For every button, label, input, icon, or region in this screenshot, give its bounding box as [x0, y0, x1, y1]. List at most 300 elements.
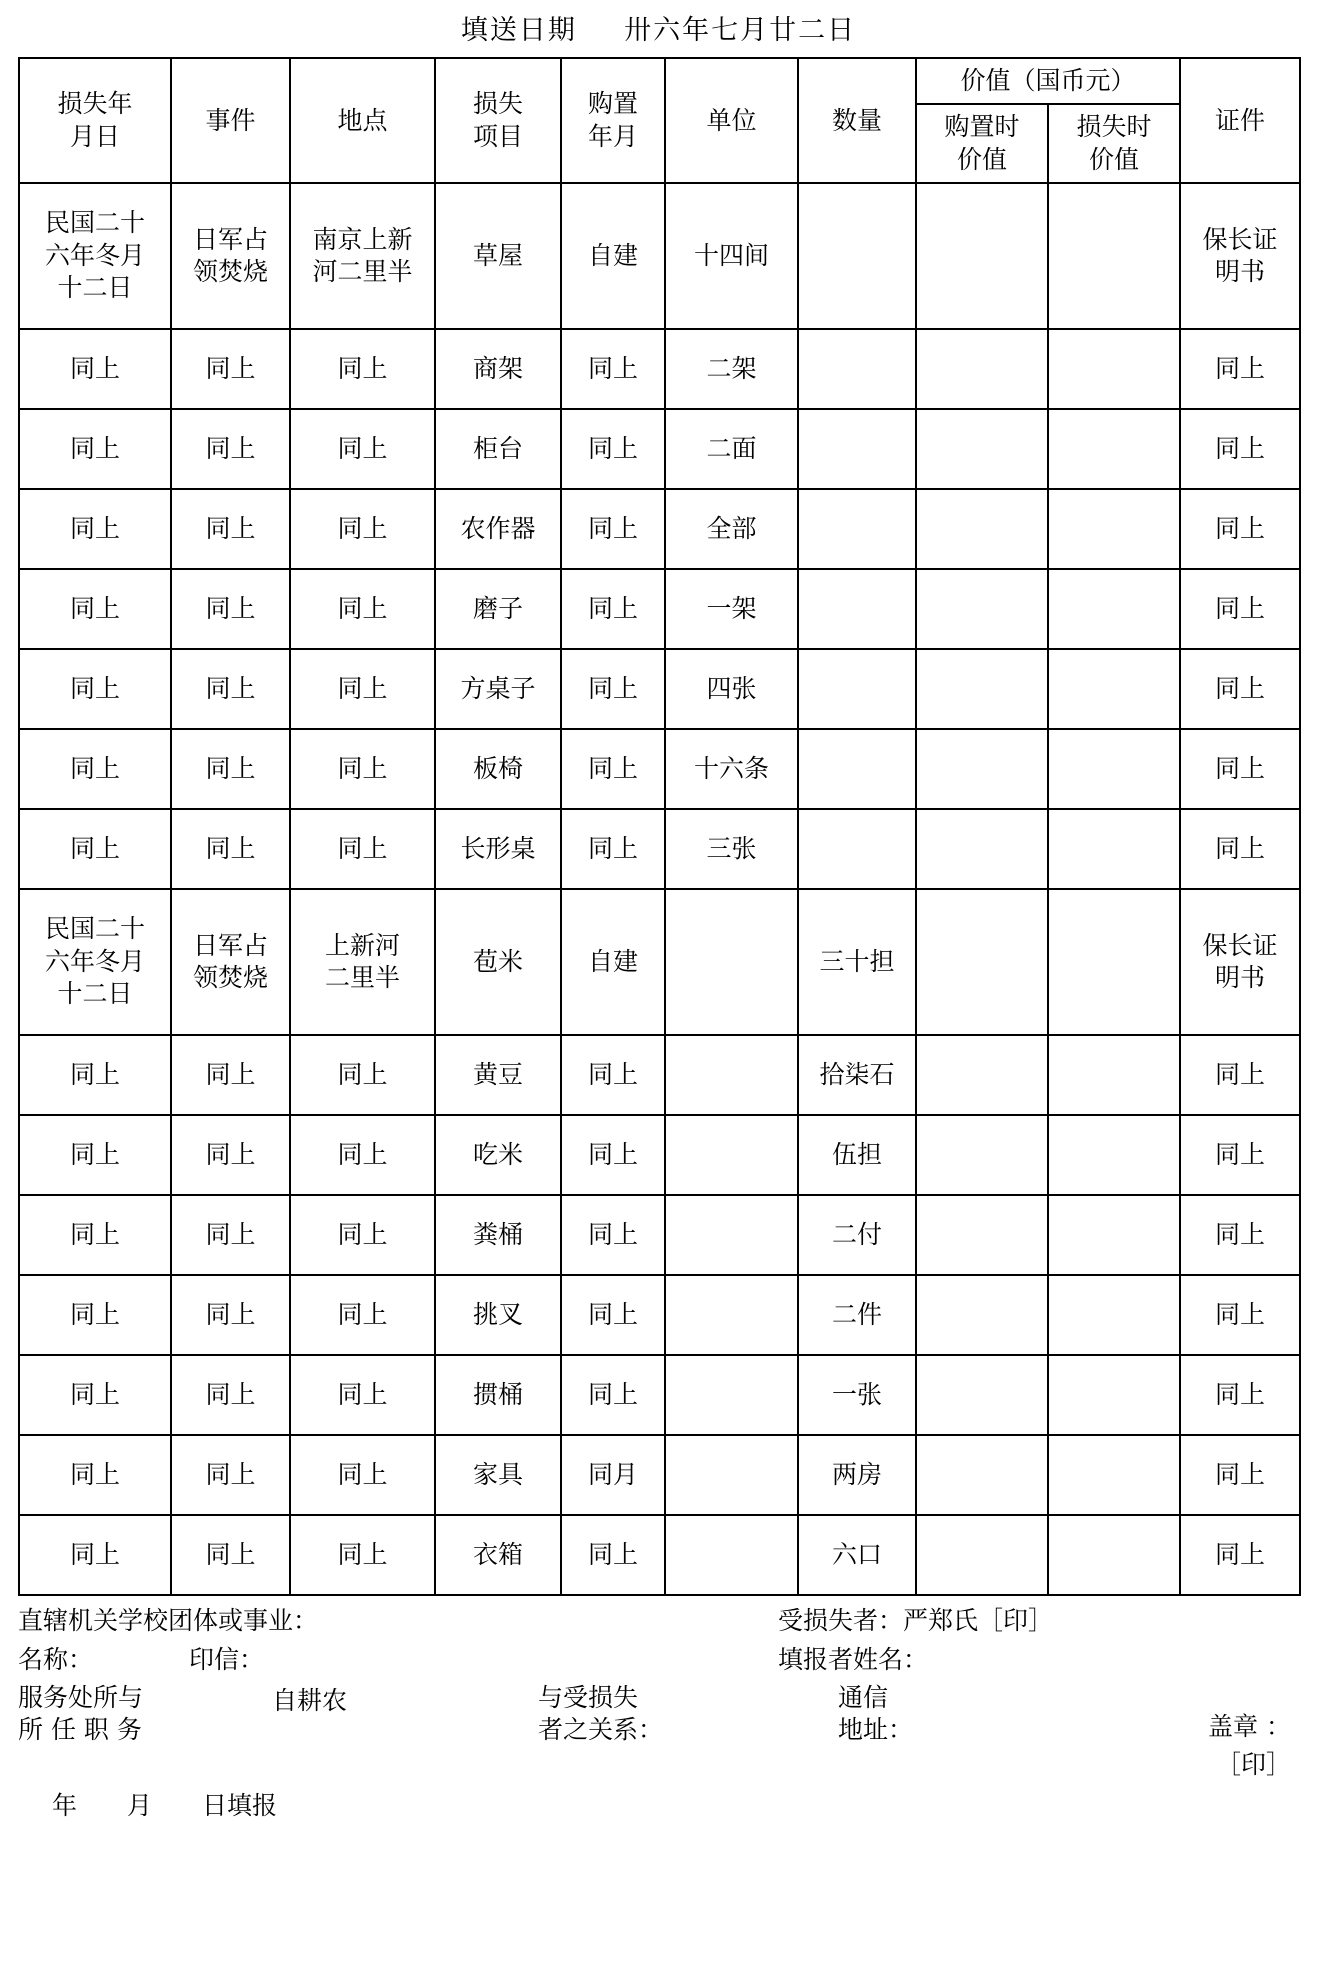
cell-loss-item	[435, 1435, 561, 1515]
cell-purchase-date	[561, 649, 665, 729]
cell-purchase-date	[561, 809, 665, 889]
cell-purchase-date	[561, 1275, 665, 1355]
reporter-name-label: 填报者姓名：	[778, 1644, 929, 1674]
cell-event	[171, 489, 290, 569]
cell-proof	[1180, 809, 1300, 889]
cell-text-line: 同上	[69, 593, 120, 623]
cell-purchase-date	[561, 729, 665, 809]
cell-text-line: 同上	[69, 833, 120, 863]
cell-text-line: 同上	[587, 353, 638, 383]
cell-unit	[665, 889, 798, 1035]
cell-event	[171, 329, 290, 409]
cell-loss-date	[19, 1355, 171, 1435]
cell-value-at-loss	[1048, 1435, 1180, 1515]
footer-row-3	[18, 1682, 1299, 1786]
cell-proof	[1180, 1195, 1300, 1275]
cell-proof	[1180, 729, 1300, 809]
cell-proof	[1180, 409, 1300, 489]
cell-quantity	[798, 889, 916, 1035]
cell-loss-item	[435, 489, 561, 569]
cell-text-line: 同上	[587, 753, 638, 783]
cell-unit	[665, 1435, 798, 1515]
cell-place	[290, 489, 435, 569]
cell-text-line: 保长证	[1202, 224, 1278, 254]
cell-text-line: 同上	[1215, 753, 1266, 783]
cell-text-line: 同上	[205, 1219, 256, 1249]
cell-text-line: 同上	[587, 833, 638, 863]
cell-unit	[665, 183, 798, 329]
cell-text-line: 六年冬月	[44, 946, 145, 976]
cell-quantity	[798, 183, 916, 329]
cell-text-line: 民国二十	[44, 208, 145, 238]
cell-unit	[665, 729, 798, 809]
cell-loss-date	[19, 649, 171, 729]
cell-text-line: 板椅	[472, 753, 523, 783]
cell-proof	[1180, 1355, 1300, 1435]
cell-text-line: 六口	[831, 1539, 882, 1569]
cell-proof	[1180, 489, 1300, 569]
cell-place	[290, 1035, 435, 1115]
cell-value-at-loss	[1048, 729, 1180, 809]
cell-text-line: 同上	[337, 513, 388, 543]
table-row	[19, 649, 1300, 729]
table-row	[19, 729, 1300, 809]
cell-text-line: 同上	[337, 833, 388, 863]
service-value: 自耕农	[272, 1685, 348, 1715]
cell-text-line: 二架	[706, 353, 757, 383]
cell-text-line: 六年冬月	[44, 240, 145, 270]
cell-quantity	[798, 1115, 916, 1195]
cell-text-line: 二件	[831, 1299, 882, 1329]
cell-loss-date	[19, 489, 171, 569]
cell-value-at-loss	[1048, 809, 1180, 889]
cell-proof	[1180, 329, 1300, 409]
filing-date-label: 填送日期	[460, 15, 577, 46]
cell-text-line: 磨子	[472, 593, 523, 623]
cell-place	[290, 409, 435, 489]
document-header	[18, 0, 1299, 57]
cell-text-line: 同上	[337, 1299, 388, 1329]
cell-loss-item	[435, 409, 561, 489]
cell-quantity	[798, 569, 916, 649]
cell-text-line: 柜台	[472, 433, 523, 463]
table-row	[19, 489, 1300, 569]
table-row	[19, 889, 1300, 1035]
cell-value-at-loss	[1048, 329, 1180, 409]
cell-loss-date	[19, 329, 171, 409]
relation-label: 与受损失 者之关系：	[538, 1682, 664, 1744]
cell-unit	[665, 1195, 798, 1275]
cell-event	[171, 409, 290, 489]
cell-text-line: 十二日	[57, 979, 133, 1009]
cell-proof	[1180, 569, 1300, 649]
cell-unit	[665, 1115, 798, 1195]
cell-loss-date	[19, 1195, 171, 1275]
cell-text-line: 方桌子	[460, 673, 536, 703]
cell-quantity	[798, 489, 916, 569]
cell-quantity	[798, 1195, 916, 1275]
table-row	[19, 329, 1300, 409]
cell-text-line: 同上	[205, 1139, 256, 1169]
cell-value-at-purchase	[916, 1355, 1048, 1435]
cell-text-line: 同上	[337, 1059, 388, 1089]
cell-purchase-date	[561, 1515, 665, 1595]
cell-text-line: 挑叉	[472, 1299, 523, 1329]
footer-org-label: 直辖机关学校团体或事业：	[18, 1606, 319, 1635]
cell-quantity	[798, 649, 916, 729]
table-header-row-1	[19, 58, 1300, 104]
cell-value-at-purchase	[916, 569, 1048, 649]
col-header-proof: 证件	[1180, 58, 1300, 183]
cell-text-line: 同上	[337, 1139, 388, 1169]
loss-record-table	[18, 57, 1301, 1596]
col-header-loss-date: 损失年 月日	[19, 58, 171, 183]
cell-text-line: 同上	[205, 753, 256, 783]
cell-text-line: 同上	[587, 593, 638, 623]
cell-value-at-loss	[1048, 183, 1180, 329]
cell-text-line: 黄豆	[472, 1059, 523, 1089]
cell-place	[290, 889, 435, 1035]
report-date-line: 年 月 日填报	[52, 1791, 278, 1820]
cell-text-line: 同上	[587, 1139, 638, 1169]
cell-loss-item	[435, 729, 561, 809]
cell-text-line: 同上	[205, 673, 256, 703]
cell-unit	[665, 1035, 798, 1115]
cell-text-line: 同上	[587, 1539, 638, 1569]
cell-proof	[1180, 1035, 1300, 1115]
cell-place	[290, 1435, 435, 1515]
cell-event	[171, 649, 290, 729]
cell-text-line: 保长证	[1202, 930, 1278, 960]
cell-loss-date	[19, 569, 171, 649]
cell-unit	[665, 409, 798, 489]
seal-mark: ［印］	[1215, 1750, 1291, 1780]
cell-text-line: 同上	[1215, 1539, 1266, 1569]
cell-text-line: 十二日	[57, 273, 133, 303]
cell-event	[171, 889, 290, 1035]
cell-text-line: 同上	[69, 673, 120, 703]
cell-value-at-purchase	[916, 183, 1048, 329]
cell-text-line: 同上	[587, 433, 638, 463]
cell-text-line: 同上	[1215, 1379, 1266, 1409]
cell-purchase-date	[561, 329, 665, 409]
cell-text-line: 同上	[69, 513, 120, 543]
table-row	[19, 569, 1300, 649]
cell-place	[290, 183, 435, 329]
seal-label: 盖章	[1208, 1711, 1259, 1741]
cell-text-line: 两房	[831, 1459, 882, 1489]
cell-text-line: 三张	[706, 833, 757, 863]
table-row	[19, 1115, 1300, 1195]
table-head	[19, 58, 1300, 183]
cell-text-line: 同上	[1215, 1299, 1266, 1329]
cell-proof	[1180, 183, 1300, 329]
cell-text-line: 同上	[1215, 353, 1266, 383]
cell-place	[290, 729, 435, 809]
cell-quantity	[798, 329, 916, 409]
cell-unit	[665, 1355, 798, 1435]
cell-loss-date	[19, 729, 171, 809]
cell-quantity	[798, 1035, 916, 1115]
cell-quantity	[798, 809, 916, 889]
cell-proof	[1180, 1515, 1300, 1595]
cell-text-line: 同上	[205, 433, 256, 463]
cell-proof	[1180, 649, 1300, 729]
cell-text-line: 河二里半	[312, 257, 413, 286]
cell-place	[290, 1355, 435, 1435]
cell-value-at-purchase	[916, 809, 1048, 889]
cell-event	[171, 1435, 290, 1515]
cell-purchase-date	[561, 889, 665, 1035]
cell-value-at-purchase	[916, 649, 1048, 729]
cell-text-line: 同上	[205, 593, 256, 623]
cell-text-line: 同上	[1215, 1139, 1266, 1169]
cell-proof	[1180, 889, 1300, 1035]
cell-unit	[665, 1275, 798, 1355]
cell-loss-item	[435, 1275, 561, 1355]
cell-text-line: 同上	[337, 673, 388, 703]
cell-loss-item	[435, 569, 561, 649]
cell-loss-item	[435, 329, 561, 409]
cell-loss-date	[19, 809, 171, 889]
cell-text-line: 十六条	[693, 753, 769, 783]
cell-value-at-purchase	[916, 329, 1048, 409]
cell-unit	[665, 809, 798, 889]
cell-loss-item	[435, 183, 561, 329]
cell-place	[290, 1195, 435, 1275]
cell-quantity	[798, 1515, 916, 1595]
cell-value-at-purchase	[916, 489, 1048, 569]
cell-text-line: 同上	[205, 1379, 256, 1409]
cell-text-line: 同上	[337, 353, 388, 383]
cell-text-line: 同上	[205, 1539, 256, 1569]
cell-text-line: 同上	[587, 1299, 638, 1329]
footer-name-stamp-line	[18, 1641, 778, 1680]
cell-purchase-date	[561, 1115, 665, 1195]
cell-event	[171, 729, 290, 809]
cell-text-line: 掼桶	[472, 1379, 523, 1409]
cell-text-line: 同上	[587, 1059, 638, 1089]
cell-text-line: 同上	[587, 1219, 638, 1249]
cell-loss-date	[19, 1515, 171, 1595]
victim-label: 受损失者	[778, 1606, 879, 1635]
cell-event	[171, 1195, 290, 1275]
cell-text-line: 三十担	[819, 946, 895, 976]
cell-proof	[1180, 1435, 1300, 1515]
cell-loss-item	[435, 1515, 561, 1595]
table-row	[19, 409, 1300, 489]
cell-event	[171, 1355, 290, 1435]
cell-text-line: 商架	[472, 353, 523, 383]
cell-text-line: 同上	[69, 1139, 120, 1169]
filing-date-value: 卅六年七月廿二日	[624, 15, 857, 46]
col-header-unit: 单位	[665, 58, 798, 183]
victim-value: 严郑氏	[903, 1606, 979, 1635]
cell-text-line: 同上	[205, 1459, 256, 1489]
cell-text-line: 日军占	[192, 224, 268, 254]
cell-event	[171, 1275, 290, 1355]
cell-text-line: 同上	[69, 1299, 120, 1329]
cell-purchase-date	[561, 1355, 665, 1435]
cell-proof	[1180, 1115, 1300, 1195]
cell-loss-date	[19, 1115, 171, 1195]
cell-text-line: 同上	[337, 1539, 388, 1569]
col-header-event: 事件	[171, 58, 290, 183]
service-value-block	[258, 1682, 538, 1721]
cell-text-line: 同上	[337, 753, 388, 783]
cell-quantity	[798, 1275, 916, 1355]
cell-text-line: 同上	[69, 353, 120, 383]
cell-text-line: 同上	[337, 593, 388, 623]
col-header-purchase-date: 购置 年月	[561, 58, 665, 183]
cell-text-line: 同上	[205, 513, 256, 543]
cell-text-line: 农作器	[460, 513, 536, 543]
cell-text-line: 同上	[587, 513, 638, 543]
cell-text-line: 全部	[706, 513, 757, 543]
cell-value-at-loss	[1048, 409, 1180, 489]
service-block	[18, 1682, 258, 1747]
cell-value-at-purchase	[916, 409, 1048, 489]
cell-value-at-loss	[1048, 1195, 1180, 1275]
table-row	[19, 809, 1300, 889]
cell-loss-item	[435, 1115, 561, 1195]
cell-value-at-loss	[1048, 1275, 1180, 1355]
cell-value-at-purchase	[916, 729, 1048, 809]
cell-text-line: 长形桌	[460, 833, 536, 863]
cell-quantity	[798, 1435, 916, 1515]
cell-text-line: 二付	[831, 1219, 882, 1249]
cell-purchase-date	[561, 183, 665, 329]
cell-text-line: 同上	[205, 833, 256, 863]
cell-purchase-date	[561, 409, 665, 489]
cell-value-at-purchase	[916, 1195, 1048, 1275]
cell-place	[290, 569, 435, 649]
footer-row-2	[18, 1641, 1299, 1680]
relation-block	[538, 1682, 838, 1750]
cell-loss-item	[435, 1355, 561, 1435]
table-row	[19, 1435, 1300, 1515]
cell-text-line: 同上	[69, 1059, 120, 1089]
cell-value-at-loss	[1048, 889, 1180, 1035]
victim-colon: ：	[878, 1606, 904, 1635]
cell-value-at-purchase	[916, 1515, 1048, 1595]
cell-quantity	[798, 409, 916, 489]
cell-proof	[1180, 1275, 1300, 1355]
col-header-place: 地点	[290, 58, 435, 183]
cell-loss-date	[19, 889, 171, 1035]
cell-loss-item	[435, 889, 561, 1035]
table-row	[19, 183, 1300, 329]
cell-place	[290, 1115, 435, 1195]
seal-block	[1138, 1682, 1299, 1786]
seal-colon: ：	[1265, 1711, 1291, 1741]
org-name-label: 名称：	[18, 1644, 94, 1674]
cell-loss-item	[435, 809, 561, 889]
victim-seal-mark: ［印］	[978, 1606, 1054, 1635]
cell-value-at-purchase	[916, 889, 1048, 1035]
cell-text-line: 同上	[205, 1299, 256, 1329]
cell-loss-date	[19, 1435, 171, 1515]
cell-value-at-loss	[1048, 649, 1180, 729]
cell-text-line: 日军占	[192, 930, 268, 960]
cell-event	[171, 1515, 290, 1595]
org-stamp-label: 印信：	[189, 1644, 265, 1674]
cell-text-line: 同上	[1215, 513, 1266, 543]
cell-event	[171, 1115, 290, 1195]
cell-event	[171, 809, 290, 889]
cell-text-line: 四张	[706, 673, 757, 703]
mail-address-block	[838, 1682, 1138, 1750]
cell-place	[290, 329, 435, 409]
cell-text-line: 吃米	[472, 1139, 523, 1169]
cell-text-line: 同上	[1215, 1059, 1266, 1089]
cell-text-line: 同上	[1215, 833, 1266, 863]
cell-text-line: 同上	[1215, 433, 1266, 463]
cell-loss-item	[435, 649, 561, 729]
cell-value-at-purchase	[916, 1115, 1048, 1195]
cell-unit	[665, 569, 798, 649]
cell-text-line: 同上	[1215, 1219, 1266, 1249]
cell-purchase-date	[561, 1435, 665, 1515]
cell-quantity	[798, 729, 916, 809]
cell-text-line: 同上	[69, 753, 120, 783]
footer-row-1	[18, 1602, 1299, 1641]
cell-text-line: 明书	[1215, 963, 1266, 992]
cell-text-line: 草屋	[472, 240, 523, 270]
col-header-value-at-loss: 损失时 价值	[1048, 104, 1180, 183]
cell-place	[290, 649, 435, 729]
cell-loss-date	[19, 1035, 171, 1115]
cell-value-at-loss	[1048, 569, 1180, 649]
cell-value-at-loss	[1048, 1515, 1180, 1595]
cell-text-line: 同上	[1215, 593, 1266, 623]
cell-unit	[665, 489, 798, 569]
cell-text-line: 自建	[587, 946, 638, 976]
cell-text-line: 粪桶	[472, 1219, 523, 1249]
col-header-loss-item: 损失 项目	[435, 58, 561, 183]
cell-value-at-purchase	[916, 1275, 1048, 1355]
cell-text-line: 一架	[706, 593, 757, 623]
cell-text-line: 同上	[69, 1219, 120, 1249]
col-header-value-at-purchase: 购置时 价值	[916, 104, 1048, 183]
cell-loss-date	[19, 183, 171, 329]
cell-value-at-loss	[1048, 1115, 1180, 1195]
cell-quantity	[798, 1355, 916, 1435]
cell-text-line: 家具	[472, 1459, 523, 1489]
cell-text-line: 同上	[69, 433, 120, 463]
cell-text-line: 同上	[205, 1059, 256, 1089]
cell-text-line: 上新河	[324, 930, 400, 960]
mail-address-label: 通信 地址：	[838, 1682, 914, 1744]
cell-text-line: 同上	[337, 1219, 388, 1249]
cell-text-line: 二面	[706, 433, 757, 463]
cell-place	[290, 809, 435, 889]
cell-event	[171, 569, 290, 649]
cell-loss-item	[435, 1035, 561, 1115]
cell-text-line: 民国二十	[44, 914, 145, 944]
cell-text-line: 十四间	[693, 240, 769, 270]
cell-text-line: 同上	[337, 1379, 388, 1409]
cell-text-line: 同上	[69, 1459, 120, 1489]
cell-text-line: 同上	[1215, 673, 1266, 703]
cell-text-line: 南京上新	[312, 224, 413, 254]
cell-text-line: 明书	[1215, 257, 1266, 286]
cell-text-line: 伍担	[831, 1139, 882, 1169]
cell-event	[171, 183, 290, 329]
cell-text-line: 同上	[69, 1379, 120, 1409]
col-header-value-group: 价值（国币元）	[916, 58, 1180, 104]
cell-text-line: 同月	[587, 1459, 638, 1489]
